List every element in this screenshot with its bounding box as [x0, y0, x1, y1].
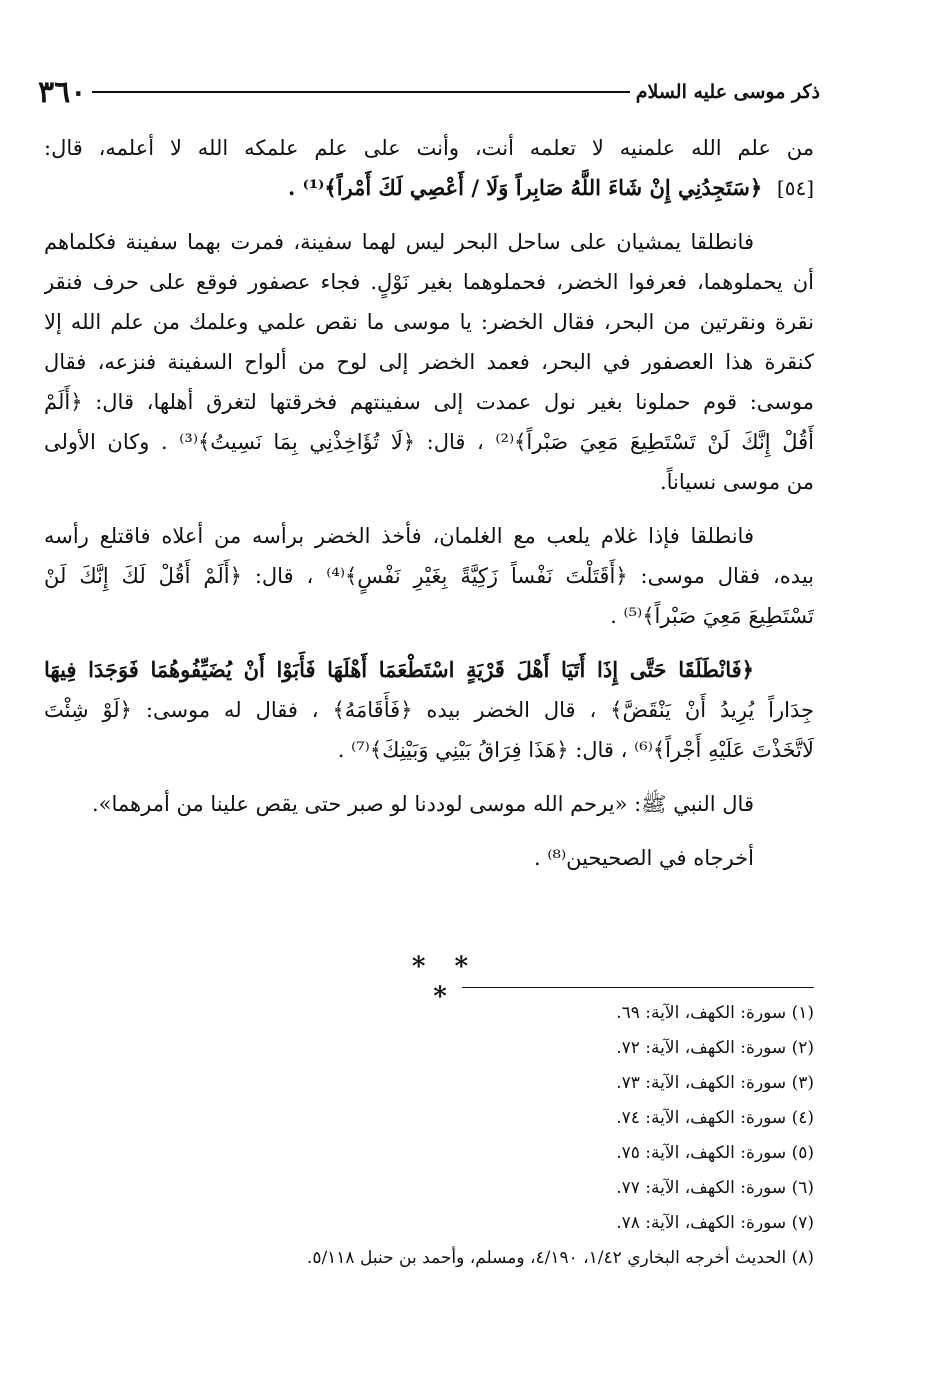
footnote: (٤) سورة: الكهف، الآية: ٧٤. — [616, 1108, 814, 1128]
footnote-divider — [462, 987, 814, 988]
text-line: فانطلقا فإذا غلام يلعب مع الغلمان، فأخذ الخضر برأسه من أعلاه فاقتلع رأسه — [44, 524, 754, 548]
section-ornament: * * * — [411, 952, 479, 1012]
page-number: ٣٦٠ — [38, 74, 87, 110]
header-rule — [92, 91, 629, 93]
text-line: بيده، فقال موسى: ﴿أَقَتَلْتَ نَفْساً زَكِيَّةً بِغَيْرِ نَفْسٍ﴾⁽⁴⁾ ، قال: ﴿أَلَمْ أَقُلْ لَكَ إِنَّكَ لَنْ — [44, 564, 814, 588]
text-line: ﴿فَانْطَلَقَا حَتَّى إِذَا أَتَيَا أَهْلَ قَرْيَةٍ اسْتَطْعَمَا أَهْلَهَا فَأَبَوْا أَنْ يُضَيِّفُوهُمَا فَوَجَدَا فِيهَا — [44, 657, 754, 682]
main-text — [44, 128, 814, 892]
text-line: أَقُلْ إِنَّكَ لَنْ تَسْتَطِيعَ مَعِيَ صَبْراً﴾⁽²⁾ ، قال: ﴿لَا تُؤَاخِذْنِي بِمَا نَسِيتُ﴾⁽³⁾ . وكان الأولى — [44, 430, 814, 454]
footnote: (٥) سورة: الكهف، الآية: ٧٥. — [616, 1143, 814, 1163]
text-line: نقرة ونقرتين من البحر، فقال الخضر: يا موسى ما نقص علمي وعلمك من علم الله إلا — [44, 310, 814, 334]
page-marker: [٥٤] — [776, 176, 814, 200]
text-line — [44, 168, 814, 208]
paragraph-2 — [44, 222, 814, 502]
text-line: أن يحملوهما، فعرفوا الخضر، فحملوهما بغير نَوْلٍ. فجاء عصفور فوقع على حرف فنقر — [44, 270, 814, 294]
text-line: موسى: قوم حملونا بغير نول عمدت إلى سفينتهم فخرقتها لتغرق أهلها، قال: ﴿أَلَمْ — [44, 390, 814, 414]
paragraph-6 — [44, 838, 814, 878]
quran-quote: ﴿سَتَجِدُنِي إِنْ شَاءَ اللَّهُ صَابِراً وَلَا / أَعْصِي لَكَ أَمْراً﴾⁽¹⁾ . — [288, 175, 763, 200]
paragraph-3 — [44, 516, 814, 636]
paragraph-4 — [44, 650, 814, 770]
footnote: (٧) سورة: الكهف، الآية: ٧٨. — [616, 1213, 814, 1233]
paragraph-1 — [44, 128, 814, 208]
text-line: أخرجاه في الصحيحين⁽⁸⁾ . — [534, 846, 754, 870]
text-line: لَاتَّخَذْتَ عَلَيْهِ أَجْراً﴾⁽⁶⁾ ، قال: ﴿هَذَا فِرَاقُ بَيْنِي وَبَيْنِكَ﴾⁽⁷⁾ . — [337, 738, 814, 762]
footnote: (٢) سورة: الكهف، الآية: ٧٢. — [616, 1038, 814, 1058]
footnotes — [200, 996, 814, 1276]
paragraph-5 — [44, 784, 814, 824]
footnote: (٦) سورة: الكهف، الآية: ٧٧. — [616, 1178, 814, 1198]
text-line: من علم الله علمنيه لا تعلمه أنت، وأنت على علم علمكه الله لا أعلمه، قال: — [44, 136, 814, 160]
footnote: (٨) الحديث أخرجه البخاري ١/٤٢، ٤/١٩٠، ومسلم، وأحمد بن حنبل ٥/١١٨. — [306, 1248, 814, 1268]
chapter-title: ذكر موسى عليه السلام — [635, 81, 820, 103]
text-line: تَسْتَطِيعَ مَعِيَ صَبْراً﴾⁽⁵⁾ . — [610, 604, 814, 628]
text-line: فانطلقا يمشيان على ساحل البحر ليس لهما سفينة، فمرت بهما سفينة فكلماهم — [44, 230, 754, 254]
text-line: جِدَاراً يُرِيدُ أَنْ يَنْقَضَّ﴾ ، قال الخضر بيده ﴿فَأَقَامَهُ﴾ ، فقال له موسى: ﴿لَوْ شِئْتَ — [44, 698, 814, 722]
footnote: (١) سورة: الكهف، الآية: ٦٩. — [616, 1003, 814, 1023]
text-line: من موسى نسياناً. — [659, 470, 814, 494]
footnote: (٣) سورة: الكهف، الآية: ٧٣. — [616, 1073, 814, 1093]
text-line: كنقرة هذا العصفور في البحر، فعمد الخضر إلى لوح من ألواح السفينة فنزعه، فقال — [44, 350, 814, 374]
page-header — [26, 72, 826, 112]
text-line: قال النبي ﷺ: «يرحم الله موسى لوددنا لو صبر حتى يقص علينا من أمرهما». — [91, 792, 754, 816]
